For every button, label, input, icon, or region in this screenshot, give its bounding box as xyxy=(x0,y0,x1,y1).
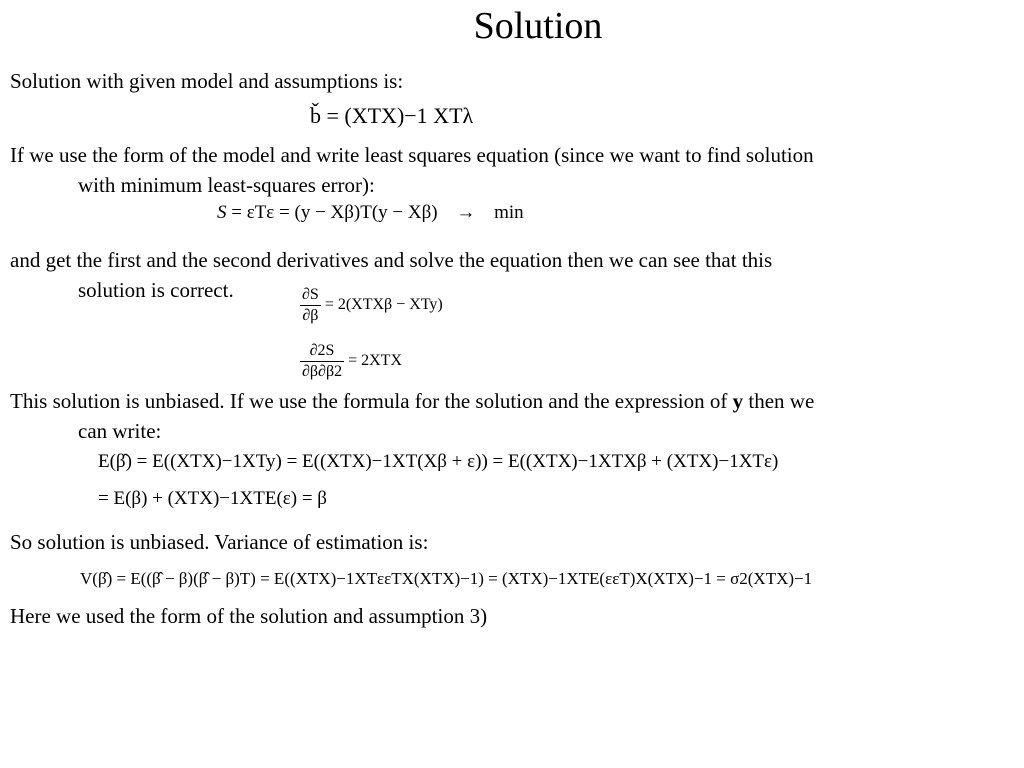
solution-equation-text: b̌ = (XTX)−1 XTλ xyxy=(310,103,474,128)
unbiased-equation-line1: E(β̂) = E((XTX)−1XTy) = E((XTX)−1XT(Xβ + ε)) = E((XTX)−1XTXβ + (XTX)−1XTε) xyxy=(98,451,779,472)
unbiased-equation-line2: = E(β) + (XTX)−1XTE(ε) = β xyxy=(98,488,327,509)
derivatives-paragraph xyxy=(10,245,1014,305)
closing-text: Here we used the form of the solution and assumption 3) xyxy=(10,604,488,628)
arrow-icon: → xyxy=(456,202,476,223)
first-derivative-equation xyxy=(300,286,443,325)
variance-intro-text: So solution is unbiased. Variance of estimation is: xyxy=(10,530,429,554)
variance-equation: V(β̂) = E((β̂ − β)(β̂ − β)T) = E((XTX)−1XTεεTX(XTX)−1) = (XTX)−1XTE(εεT)X(XTX)−1 = σ2(XTX)−1 xyxy=(80,569,813,588)
least-squares-equation xyxy=(217,202,524,224)
first-derivative-denominator: ∂β xyxy=(302,307,319,324)
unbiased-paragraph-line2: can write: xyxy=(78,419,162,443)
slide-title: Solution xyxy=(473,5,603,47)
intro-text: Solution with given model and assumptions is: xyxy=(10,69,404,93)
unbiased-text-c: then we xyxy=(748,389,815,413)
unbiased-paragraph xyxy=(10,386,1014,446)
unbiased-text-a: This solution is unbiased. If we use the formula for the solution and the expression of xyxy=(10,389,728,413)
solution-equation xyxy=(310,103,473,129)
unbiased-paragraph-line1 xyxy=(10,386,1014,416)
second-derivative-denominator: ∂β∂β2 xyxy=(302,363,343,380)
first-derivative-rhs: = 2(XTXβ − XTy) xyxy=(324,296,443,314)
second-derivative-rhs: = 2XTX xyxy=(348,352,402,370)
second-derivative-equation xyxy=(300,342,402,381)
least-squares-rhs: min xyxy=(494,202,524,223)
derivatives-paragraph-line1: and get the first and the second derivatives and solve the equation then we can see that this xyxy=(10,248,773,272)
least-squares-paragraph-line1: If we use the form of the model and write least squares equation (since we want to find solution xyxy=(10,143,814,167)
least-squares-lhs: S xyxy=(217,202,227,223)
unbiased-text-y: y xyxy=(732,389,744,413)
first-derivative-fraction xyxy=(300,286,321,325)
least-squares-paragraph xyxy=(10,140,1014,200)
least-squares-paragraph-line2: with minimum least-squares error): xyxy=(78,173,375,197)
second-derivative-fraction xyxy=(300,342,344,381)
derivatives-paragraph-line2: solution is correct. xyxy=(78,278,234,302)
least-squares-mid: = εTε = (y − Xβ)T(y − Xβ) xyxy=(231,202,438,223)
first-derivative-numerator: ∂S xyxy=(300,286,321,306)
second-derivative-numerator: ∂2S xyxy=(300,342,344,362)
